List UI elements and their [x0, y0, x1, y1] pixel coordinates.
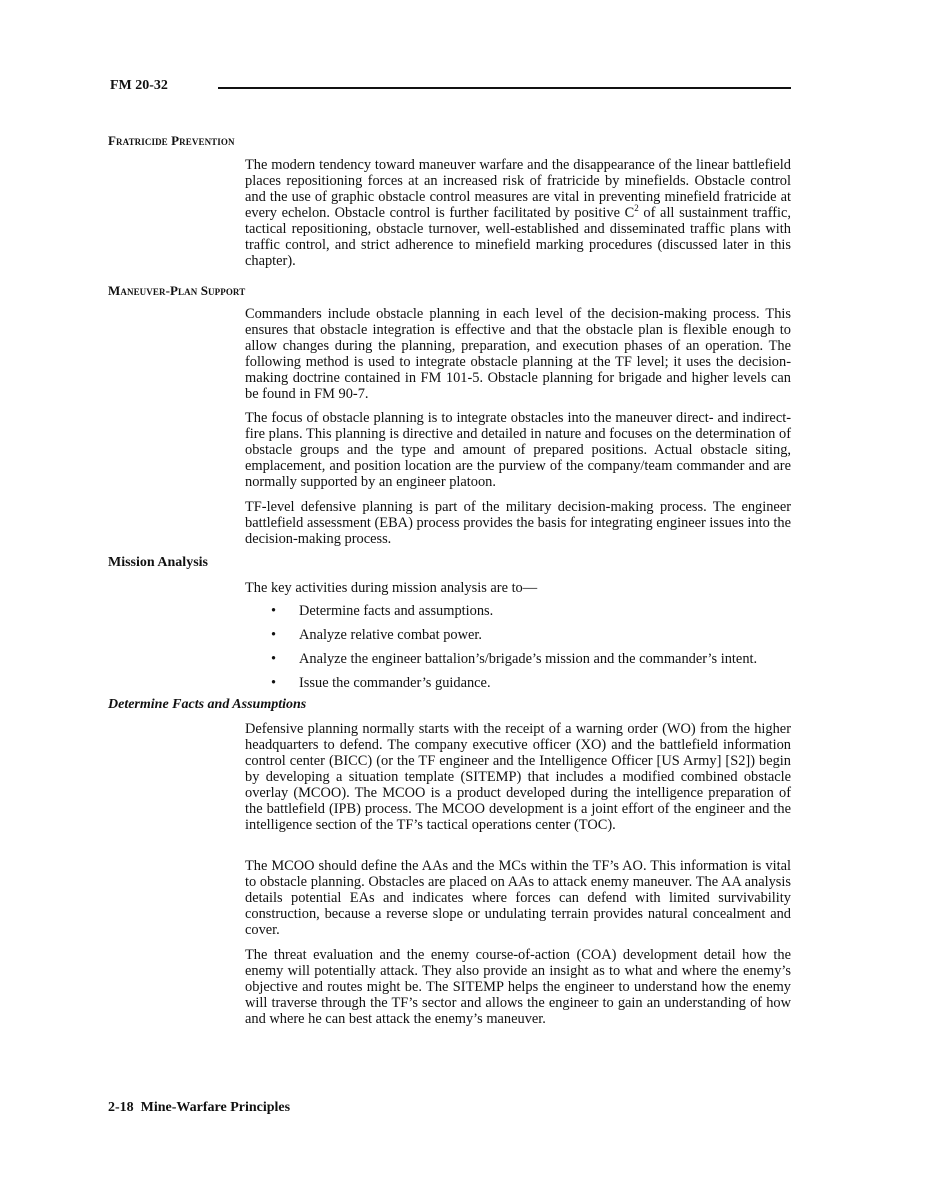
maneuver-paragraph-3: TF-level defensive planning is part of the military decision-making process. The engineer battlefield assessment (EBA) process provides the basis for integrating engineer issues into the decision-making process. — [245, 499, 791, 547]
mission-analysis-list — [245, 603, 791, 699]
list-item — [245, 651, 791, 675]
mission-analysis-intro: The key activities during mission analysis are to— — [245, 580, 538, 596]
list-item-text: Analyze relative combat power. — [299, 627, 483, 643]
fratricide-superscript: 2 — [634, 203, 639, 214]
bullet-marker: • — [271, 651, 277, 667]
heading-text: Fratricide Prevention — [108, 133, 235, 148]
facts-paragraph-2: The MCOO should define the AAs and the MCs within the TF’s AO. This information is vital to obstacle planning. Obstacles are placed on AAs to attack enemy maneuver. The AA analysis details potential EAs and indicates where forces can defend with limited survivability construction, because a reverse slope or undulating terrain provides natural concealment and cover. — [245, 858, 791, 938]
facts-paragraph-3: The threat evaluation and the enemy course-of-action (COA) development detail how the enemy will potentially attack. They also provide an insight as to what and where the enemy’s objective and routes might be. The SITEMP helps the engineer to understand how the enemy will traverse through the TF’s sector and allows the engineer to gain an understanding of how and where he can best attack the enemy’s maneuver. — [245, 947, 791, 1027]
header-rule — [218, 87, 791, 89]
document-id: FM 20-32 — [110, 78, 168, 93]
list-item — [245, 675, 791, 699]
bullet-marker: • — [271, 603, 277, 619]
bullet-marker: • — [271, 675, 277, 691]
maneuver-paragraph-1: Commanders include obstacle planning in each level of the decision-making process. This ensures that obstacle integration is effective and that the obstacle plan is flexible enough to allow changes during the planning, preparation, and execution phases of an operation. The following method is used to integrate obstacle planning at the TF level; it uses the decision-making doctrine contained in FM 101-5. Obstacle planning for brigade and higher levels can be found in FM 90-7. — [245, 306, 791, 402]
list-item — [245, 603, 791, 627]
page-footer: 2-18 Mine-Warfare Principles — [108, 1100, 291, 1115]
heading-fratricide-prevention — [108, 133, 235, 149]
fratricide-text-b: of all sustainment traffic, tactical repositioning, obstacle turnover, well-established and disseminated traffic plans with traffic control, and strict adherence to minefield marking procedures (discussed later in this chapter). — [245, 205, 791, 269]
facts-paragraph-1: Defensive planning normally starts with the receipt of a warning order (WO) from the higher headquarters to defend. The company executive officer (XO) and the battlefield information control center (BICC) (or the TF engineer and the Intelligence Officer [US Army] [S2]) begin by developing a situation template (SITEMP) that includes a modified combined obstacle overlay (MCOO). The MCOO is a product developed during the intelligence preparation of the battlefield (IPB) process. The MCOO development is a joint effort of the engineer and the intelligence section of the TF’s tactical operations center (TOC). — [245, 721, 791, 833]
list-item — [245, 627, 791, 651]
heading-mission-analysis: Mission Analysis — [108, 555, 208, 570]
heading-text: Maneuver-Plan Support — [108, 283, 246, 298]
maneuver-paragraph-2: The focus of obstacle planning is to integrate obstacles into the maneuver direct- and indirect-fire plans. This planning is directive and detailed in nature and focuses on the determination of obstacle groups and the type and amount of prepared positions. Actual obstacle siting, emplacement, and position location are the purview of the company/team commander and are normally supported by an engineer platoon. — [245, 410, 791, 490]
heading-determine-facts: Determine Facts and Assumptions — [108, 697, 307, 712]
list-item-text: Issue the commander’s guidance. — [299, 675, 491, 691]
fratricide-paragraph — [245, 157, 791, 269]
fratricide-text-a: The modern tendency toward maneuver warfare and the disappearance of the linear battlefield places repositioning forces at an increased risk of fratricide by minefields. Obstacle control and the use of graphic obstacle control measures are vital in preventing minefield fratricide at every echelon. Obstacle control is further facilitated by positive C — [245, 157, 791, 221]
list-item-text: Determine facts and assumptions. — [299, 603, 494, 619]
page-header — [110, 78, 791, 98]
heading-maneuver-plan-support — [108, 283, 245, 299]
list-item-text: Analyze the engineer battalion’s/brigade’s mission and the commander’s intent. — [299, 651, 758, 667]
bullet-marker: • — [271, 627, 277, 643]
